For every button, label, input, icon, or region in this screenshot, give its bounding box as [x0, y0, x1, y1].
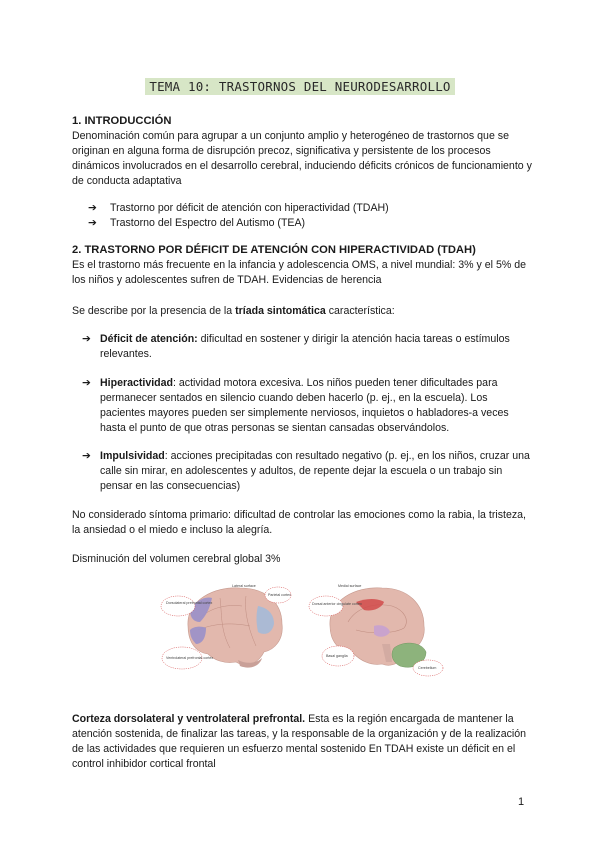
list-item: ➔ Trastorno por déficit de atención con hiperactividad (TDAH) — [88, 202, 389, 214]
page-number: 1 — [518, 796, 525, 808]
lateral-brain-illustration — [161, 584, 291, 669]
page-title: TEMA 10: TRASTORNOS DEL NEURODESARROLLO — [145, 78, 454, 95]
tdah-paragraph: Es el trastorno más frecuente en la infancia y adolescencia OMS, a nivel mundial: 3% y el 5% de los niños y adolescentes sufren de TDAH. Evidencias de herencia — [72, 259, 527, 286]
label-cerebellum: Cerebellum — [418, 666, 437, 670]
label-ventrolateral: Ventrolateral prefrontal cortex — [166, 656, 214, 660]
label-circle — [161, 596, 195, 616]
tdah-heading: 2. TRASTORNO POR DÉFICIT DE ATENCIÓN CON HIPERACTIVIDAD (TDAH) — [72, 244, 476, 256]
tdah-section — [72, 243, 532, 288]
arrow-right-icon: ➔ — [82, 377, 91, 389]
intro-heading: 1. INTRODUCCIÓN — [72, 115, 172, 127]
arrow-right-icon: ➔ — [82, 333, 91, 345]
title-wrapper — [0, 78, 600, 96]
triad-bold: tríada sintomática — [235, 305, 326, 317]
lateral-title: Lateral surface — [232, 584, 256, 588]
non-primary-paragraph: No considerado síntoma primario: dificultad de controlar las emociones como la rabia, la tristeza, la ansiedad o el miedo e incluso la alegría. — [72, 509, 526, 536]
medial-title: Medial surface — [338, 584, 362, 588]
cortex-bold: Corteza dorsolateral y ventrolateral prefrontal. — [72, 713, 306, 725]
label-cingulate: Dorsal anterior cingulate cortex — [312, 602, 362, 606]
volume-paragraph: Disminución del volumen cerebral global 3% — [72, 553, 281, 565]
brain-figure — [160, 578, 445, 683]
triad-item-impulsivity: ➔ Impulsividad: acciones precipitadas con resultado negativo (p. ej., en los niños, cruzar una calle sin mirar, en adolescentes y adultos, de repente dejar la escuela o un trabajo sin pensar en las consecuencias) — [82, 450, 530, 492]
triad-item-attention: ➔ Déficit de atención: dificultad en sostener y dirigir la atención hacia tareas o estímulos relevantes. — [82, 333, 510, 360]
triad-item-hyperactivity: ➔ Hiperactividad: actividad motora excesiva. Los niños pueden tener dificultades para permanecer sentados en silencio cuando deben hacerlo (p. ej., en la escuela). Los pacientes mayores pueden ser simplemente nerviosos, inquietos o habladores-a veces hasta el punto de que otras personas se sientan cansadas observándolos. — [82, 377, 509, 434]
intro-list — [88, 201, 528, 231]
label-basal-ganglia: Basal ganglia — [326, 654, 348, 658]
intro-section — [72, 114, 532, 189]
arrow-right-icon: ➔ — [88, 217, 97, 229]
list-item: ➔ Trastorno del Espectro del Autismo (TEA) — [88, 217, 306, 229]
cortex-paragraph: Corteza dorsolateral y ventrolateral prefrontal. Esta es la región encargada de mantener la atención sostenida, de finalizar las tareas, y la responsable de la organización y de la realización de las actividades que requieren un esfuerzo mental sostenido En TDAH existe un déficit en el control inhibidor cortical frontal — [72, 713, 527, 770]
triad-intro: Se describe por la presencia de la tríada sintomática característica: — [72, 305, 395, 317]
arrow-right-icon: ➔ — [82, 450, 91, 462]
label-dorsolateral: Dorsolateral prefrontal cortex — [166, 601, 213, 605]
intro-paragraph: Denominación común para agrupar a un conjunto amplio y heterogéneo de trastornos que se originan en alguna forma de disrupción precoz, significativa y persistente de los procesos dinámicos involucrados en el desarrollo cerebral, induciendo déficits crónicos de funcionamiento y de conducta adaptativa — [72, 130, 532, 187]
label-circle — [309, 596, 343, 616]
label-parietal: Parietal cortex — [268, 593, 291, 597]
arrow-right-icon: ➔ — [88, 202, 97, 214]
medial-brain-illustration — [309, 584, 443, 676]
